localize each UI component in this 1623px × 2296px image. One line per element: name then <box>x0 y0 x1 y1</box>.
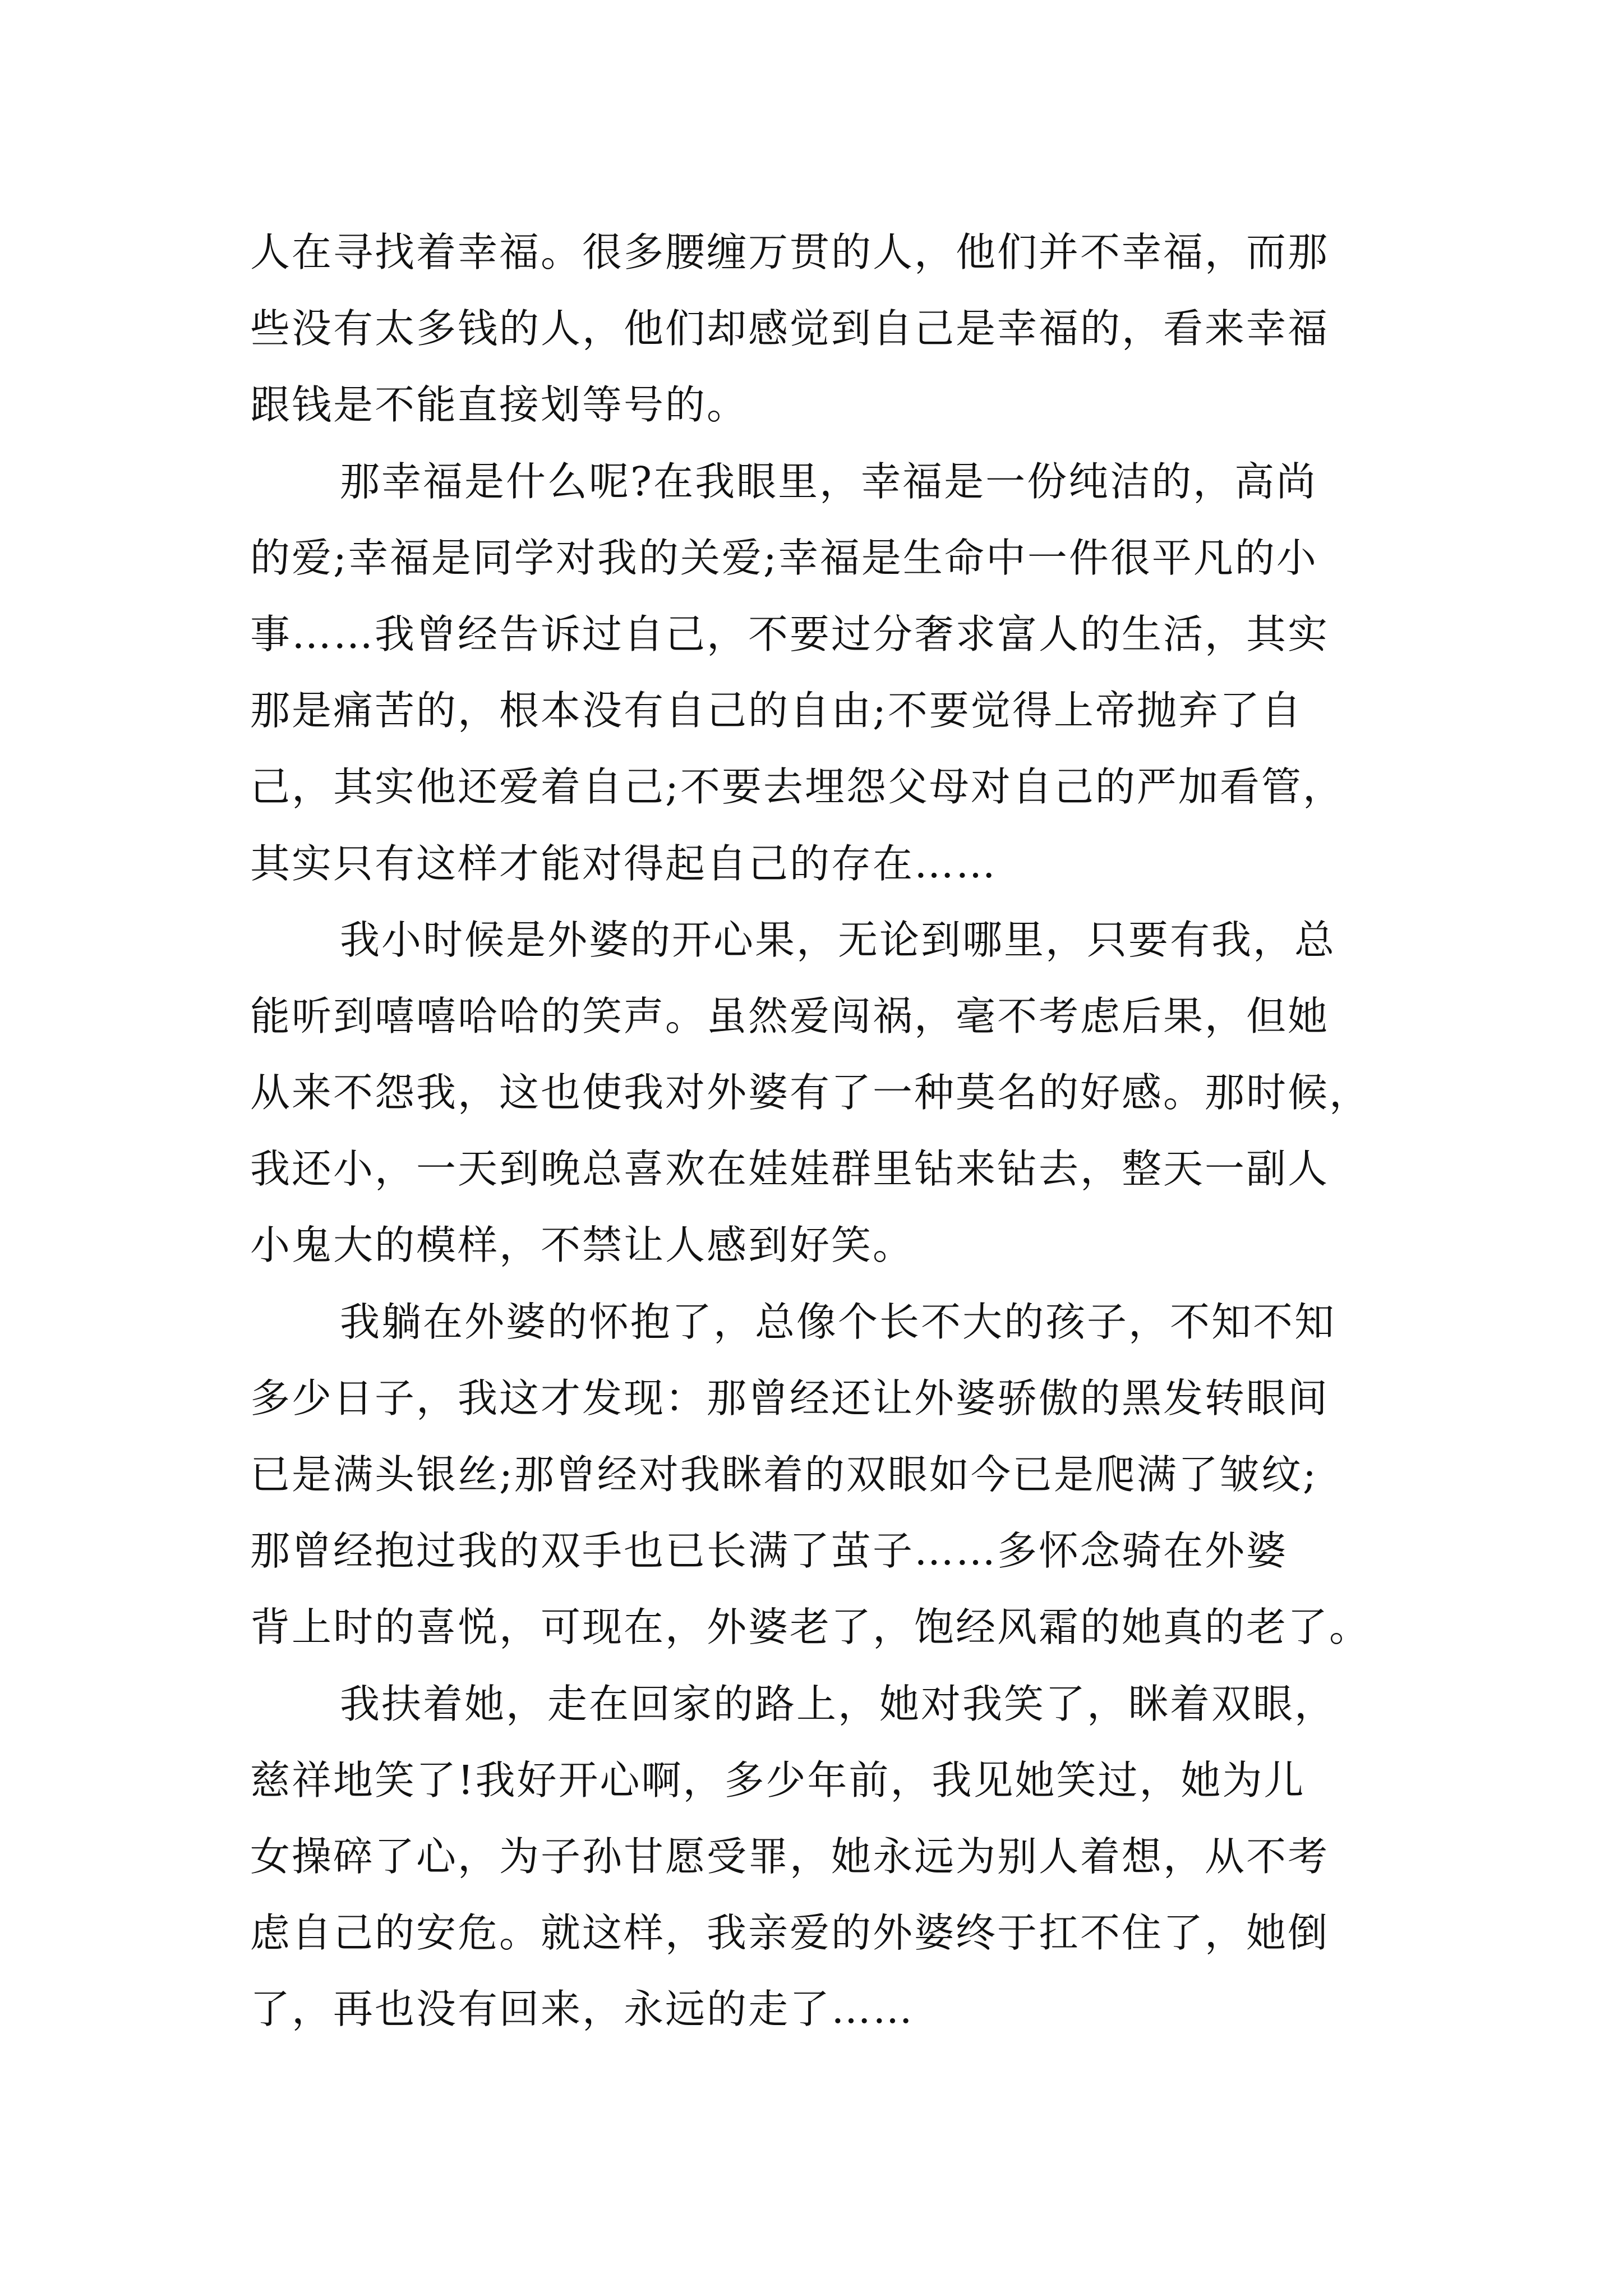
text-line: 了，再也没有回来，永远的走了…… <box>250 1986 915 2033</box>
text-line: 我躺在外婆的怀抱了，总像个长不大的孩子，不知不知 <box>340 1298 1336 1345</box>
text-line: 能听到嘻嘻哈哈的笑声。虽然爱闯祸，毫不考虑后果，但她 <box>250 992 1330 1039</box>
text-line: 我还小，一天到晚总喜欢在娃娃群里钻来钻去，整天一副人 <box>250 1145 1330 1193</box>
text-line: 跟钱是不能直接划等号的。 <box>250 381 749 429</box>
text-line: 虑自己的安危。就这样，我亲爱的外婆终于扛不住了，她倒 <box>250 1910 1330 1957</box>
text-line: 我扶着她，走在回家的路上，她对我笑了，眯着双眼， <box>340 1680 1336 1727</box>
text-line: 那幸福是什么呢?在我眼里，幸福是一份纯洁的，高尚 <box>340 458 1318 505</box>
text-line: 背上时的喜悦，可现在，外婆老了，饱经风霜的她真的老了。 <box>250 1604 1371 1651</box>
text-line: 其实只有这样才能对得起自己的存在…… <box>250 840 998 887</box>
text-line: 已是满头银丝;那曾经对我眯着的双眼如今已是爬满了皱纹; <box>250 1451 1318 1498</box>
text-line: 人在寻找着幸福。很多腰缠万贯的人，他们并不幸福，而那 <box>250 229 1330 275</box>
text-line: 女操碎了心，为子孙甘愿受罪，她永远为别人着想，从不考 <box>250 1833 1330 1880</box>
text-line: 的爱;幸福是同学对我的关爱;幸福是生命中一件很平凡的小 <box>250 534 1318 581</box>
text-line: 我小时候是外婆的开心果，无论到哪里，只要有我，总 <box>340 916 1336 963</box>
text-line: 那是痛苦的，根本没有自己的自由;不要觉得上帝抛弃了自 <box>250 687 1303 734</box>
text-line: 慈祥地笑了!我好开心啊，多少年前，我见她笑过，她为儿 <box>250 1756 1306 1803</box>
text-line: 些没有太多钱的人，他们却感觉到自己是幸福的，看来幸福 <box>250 305 1330 352</box>
text-line: 多少日子，我这才发现：那曾经还让外婆骄傲的黑发转眼间 <box>250 1374 1330 1421</box>
document-body <box>250 214 1394 2048</box>
text-line: 那曾经抱过我的双手也已长满了茧子……多怀念骑在外婆 <box>250 1527 1288 1575</box>
text-line: 从来不怨我，这也使我对外婆有了一种莫名的好感。那时候， <box>250 1069 1371 1116</box>
text-line: 小鬼大的模样，不禁让人感到好笑。 <box>250 1222 915 1269</box>
text-line: 事……我曾经告诉过自己，不要过分奢求富人的生活，其实 <box>250 610 1330 657</box>
text-line: 己，其实他还爱着自己;不要去埋怨父母对自己的严加看管， <box>250 763 1344 811</box>
